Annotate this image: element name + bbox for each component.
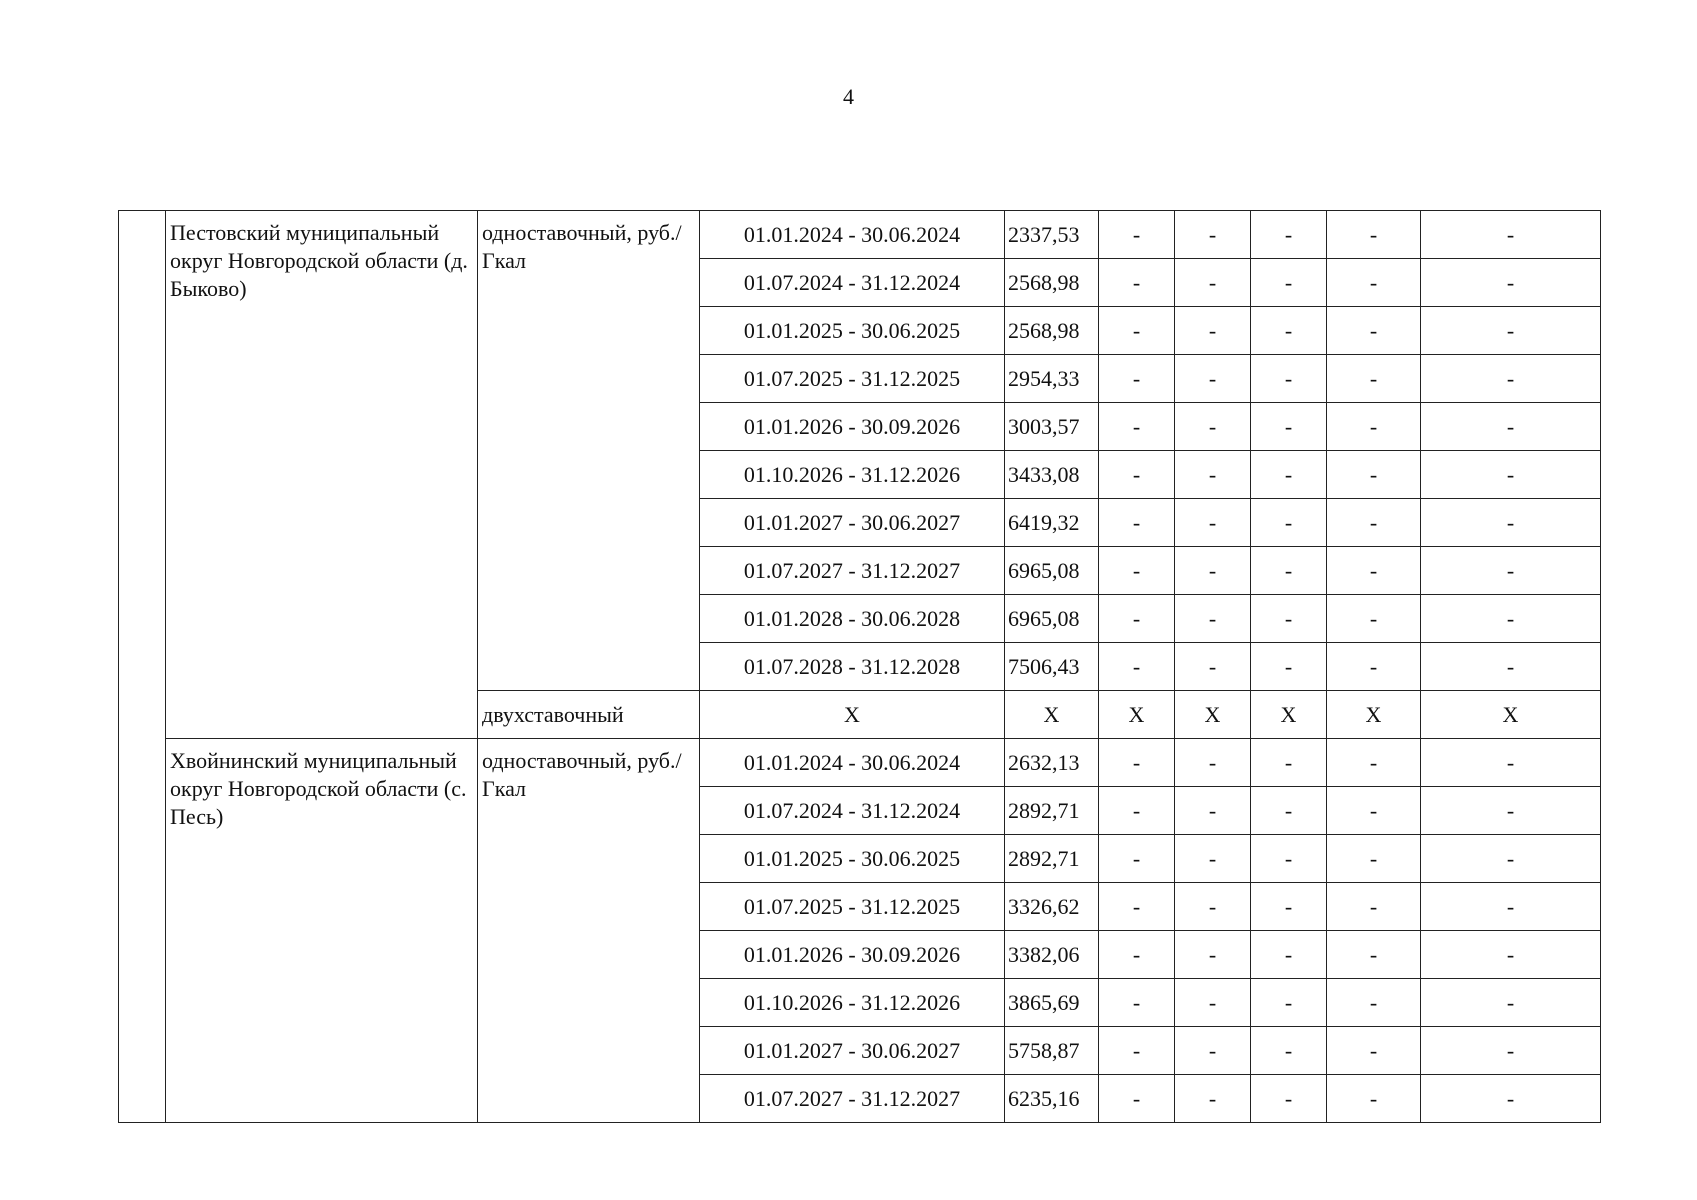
dash-cell: -	[1327, 739, 1421, 787]
dash-cell: -	[1421, 979, 1601, 1027]
period-cell: 01.07.2025 - 31.12.2025	[700, 355, 1005, 403]
cross-cell: Х	[1327, 691, 1421, 739]
dash-cell: -	[1421, 403, 1601, 451]
dash-cell: -	[1327, 499, 1421, 547]
tariff-type-cell: двухставочный	[478, 691, 700, 739]
dash-cell: -	[1175, 403, 1251, 451]
dash-cell: -	[1099, 835, 1175, 883]
dash-cell: -	[1421, 1075, 1601, 1123]
dash-cell: -	[1099, 1075, 1175, 1123]
period-cell: 01.07.2027 - 31.12.2027	[700, 1075, 1005, 1123]
cross-cell: Х	[1175, 691, 1251, 739]
dash-cell: -	[1251, 883, 1327, 931]
dash-cell: -	[1251, 451, 1327, 499]
dash-cell: -	[1175, 547, 1251, 595]
dash-cell: -	[1421, 211, 1601, 259]
dash-cell: -	[1251, 211, 1327, 259]
dash-cell: -	[1099, 1027, 1175, 1075]
dash-cell: -	[1251, 787, 1327, 835]
period-cell: 01.07.2027 - 31.12.2027	[700, 547, 1005, 595]
price-cell: 6419,32	[1005, 499, 1099, 547]
cross-cell: Х	[1005, 691, 1099, 739]
dash-cell: -	[1251, 1027, 1327, 1075]
dash-cell: -	[1175, 1027, 1251, 1075]
tariff-type-cell: одноставочный, руб./Гкал	[478, 739, 700, 1123]
dash-cell: -	[1421, 547, 1601, 595]
price-cell: 2568,98	[1005, 259, 1099, 307]
dash-cell: -	[1251, 1075, 1327, 1123]
dash-cell: -	[1175, 1075, 1251, 1123]
price-cell: 2337,53	[1005, 211, 1099, 259]
dash-cell: -	[1421, 739, 1601, 787]
table-row	[119, 739, 1601, 787]
page-number: 4	[843, 84, 854, 109]
dash-cell: -	[1175, 499, 1251, 547]
dash-cell: -	[1327, 883, 1421, 931]
dash-cell: -	[1099, 403, 1175, 451]
dash-cell: -	[1327, 643, 1421, 691]
dash-cell: -	[1175, 835, 1251, 883]
dash-cell: -	[1421, 307, 1601, 355]
period-cell: 01.01.2027 - 30.06.2027	[700, 499, 1005, 547]
dash-cell: -	[1327, 1075, 1421, 1123]
period-cell: 01.07.2028 - 31.12.2028	[700, 643, 1005, 691]
price-cell: 3326,62	[1005, 883, 1099, 931]
dash-cell: -	[1421, 355, 1601, 403]
dash-cell: -	[1099, 211, 1175, 259]
territory-cell: Пестовский муниципальный округ Новгородской области (д. Быково)	[166, 211, 478, 739]
dash-cell: -	[1099, 307, 1175, 355]
dash-cell: -	[1421, 499, 1601, 547]
price-cell: 3382,06	[1005, 931, 1099, 979]
period-cell: 01.10.2026 - 31.12.2026	[700, 979, 1005, 1027]
dash-cell: -	[1251, 307, 1327, 355]
period-cell: 01.07.2025 - 31.12.2025	[700, 883, 1005, 931]
price-cell: 2568,98	[1005, 307, 1099, 355]
dash-cell: -	[1421, 259, 1601, 307]
dash-cell: -	[1175, 355, 1251, 403]
period-cell: 01.01.2025 - 30.06.2025	[700, 307, 1005, 355]
dash-cell: -	[1251, 547, 1327, 595]
tariff-table-body	[119, 211, 1601, 1123]
dash-cell: -	[1175, 931, 1251, 979]
dash-cell: -	[1099, 355, 1175, 403]
tariff-type-cell: одноставочный, руб./Гкал	[478, 211, 700, 691]
dash-cell: -	[1421, 1027, 1601, 1075]
dash-cell: -	[1099, 595, 1175, 643]
dash-cell: -	[1251, 979, 1327, 1027]
dash-cell: -	[1327, 1027, 1421, 1075]
price-cell: 2632,13	[1005, 739, 1099, 787]
dash-cell: -	[1327, 355, 1421, 403]
dash-cell: -	[1099, 979, 1175, 1027]
dash-cell: -	[1251, 739, 1327, 787]
price-cell: 6235,16	[1005, 1075, 1099, 1123]
period-cell: 01.01.2024 - 30.06.2024	[700, 211, 1005, 259]
dash-cell: -	[1099, 883, 1175, 931]
price-cell: 7506,43	[1005, 643, 1099, 691]
dash-cell: -	[1421, 643, 1601, 691]
dash-cell: -	[1251, 499, 1327, 547]
period-cell: 01.01.2028 - 30.06.2028	[700, 595, 1005, 643]
price-cell: 5758,87	[1005, 1027, 1099, 1075]
dash-cell: -	[1327, 451, 1421, 499]
dash-cell: -	[1099, 499, 1175, 547]
price-cell: 2954,33	[1005, 355, 1099, 403]
dash-cell: -	[1099, 787, 1175, 835]
price-cell: 6965,08	[1005, 547, 1099, 595]
cross-cell: Х	[1421, 691, 1601, 739]
period-cell: 01.01.2026 - 30.09.2026	[700, 931, 1005, 979]
period-cell: 01.07.2024 - 31.12.2024	[700, 787, 1005, 835]
dash-cell: -	[1251, 643, 1327, 691]
price-cell: 6965,08	[1005, 595, 1099, 643]
dash-cell: -	[1251, 355, 1327, 403]
tariff-table	[118, 210, 1601, 1123]
dash-cell: -	[1421, 883, 1601, 931]
dash-cell: -	[1327, 595, 1421, 643]
dash-cell: -	[1099, 547, 1175, 595]
price-cell: 3003,57	[1005, 403, 1099, 451]
dash-cell: -	[1175, 739, 1251, 787]
dash-cell: -	[1421, 595, 1601, 643]
dash-cell: -	[1251, 835, 1327, 883]
dash-cell: -	[1251, 403, 1327, 451]
dash-cell: -	[1327, 259, 1421, 307]
period-cell: 01.10.2026 - 31.12.2026	[700, 451, 1005, 499]
price-cell: 2892,71	[1005, 787, 1099, 835]
dash-cell: -	[1175, 451, 1251, 499]
cross-cell: Х	[700, 691, 1005, 739]
dash-cell: -	[1175, 595, 1251, 643]
dash-cell: -	[1327, 787, 1421, 835]
period-cell: 01.07.2024 - 31.12.2024	[700, 259, 1005, 307]
period-cell: 01.01.2026 - 30.09.2026	[700, 403, 1005, 451]
dash-cell: -	[1099, 643, 1175, 691]
period-cell: 01.01.2024 - 30.06.2024	[700, 739, 1005, 787]
dash-cell: -	[1421, 787, 1601, 835]
dash-cell: -	[1175, 787, 1251, 835]
dash-cell: -	[1421, 931, 1601, 979]
price-cell: 3865,69	[1005, 979, 1099, 1027]
dash-cell: -	[1175, 211, 1251, 259]
dash-cell: -	[1099, 259, 1175, 307]
dash-cell: -	[1175, 643, 1251, 691]
row-number-cell	[119, 211, 166, 1123]
dash-cell: -	[1175, 259, 1251, 307]
period-cell: 01.01.2025 - 30.06.2025	[700, 835, 1005, 883]
dash-cell: -	[1251, 931, 1327, 979]
dash-cell: -	[1099, 931, 1175, 979]
dash-cell: -	[1175, 307, 1251, 355]
dash-cell: -	[1327, 835, 1421, 883]
dash-cell: -	[1099, 451, 1175, 499]
dash-cell: -	[1251, 259, 1327, 307]
dash-cell: -	[1175, 883, 1251, 931]
dash-cell: -	[1421, 451, 1601, 499]
dash-cell: -	[1251, 595, 1327, 643]
dash-cell: -	[1327, 979, 1421, 1027]
cross-cell: Х	[1251, 691, 1327, 739]
territory-cell: Хвойнинский муниципальный округ Новгородской области (с. Песь)	[166, 739, 478, 1123]
dash-cell: -	[1327, 547, 1421, 595]
table-row	[119, 211, 1601, 259]
dash-cell: -	[1327, 307, 1421, 355]
dash-cell: -	[1099, 739, 1175, 787]
cross-cell: Х	[1099, 691, 1175, 739]
dash-cell: -	[1175, 979, 1251, 1027]
dash-cell: -	[1327, 403, 1421, 451]
price-cell: 2892,71	[1005, 835, 1099, 883]
period-cell: 01.01.2027 - 30.06.2027	[700, 1027, 1005, 1075]
price-cell: 3433,08	[1005, 451, 1099, 499]
dash-cell: -	[1327, 211, 1421, 259]
dash-cell: -	[1327, 931, 1421, 979]
dash-cell: -	[1421, 835, 1601, 883]
